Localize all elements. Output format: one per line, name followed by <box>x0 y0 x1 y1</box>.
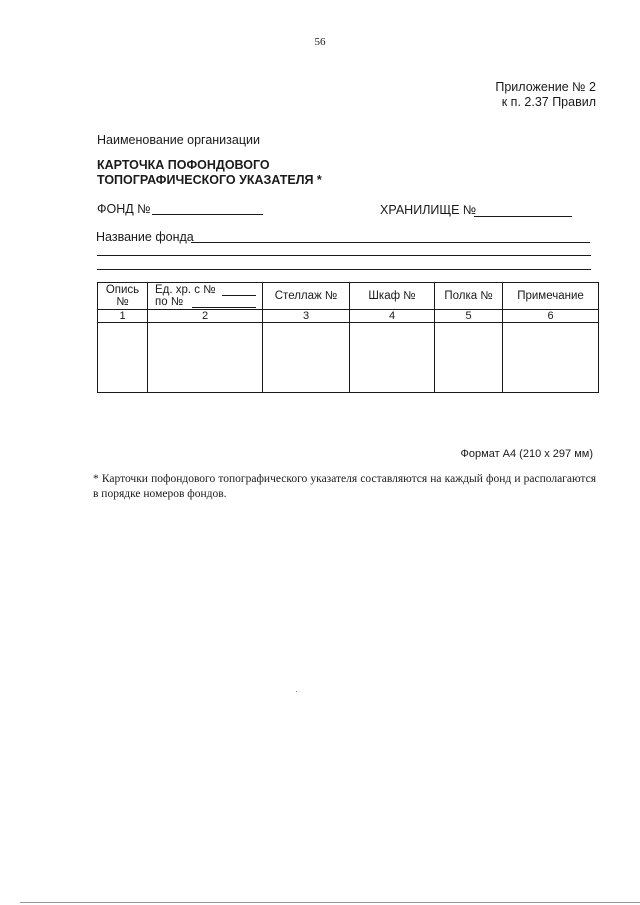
table-empty-row <box>98 323 599 393</box>
column-number: 3 <box>263 310 350 323</box>
header-inventory <box>98 283 148 310</box>
header-storage-units <box>148 283 263 310</box>
column-number: 1 <box>98 310 148 323</box>
fond-number-blank <box>152 214 263 215</box>
appendix-line-2: к п. 2.37 Правил <box>501 95 596 109</box>
header-rack: Стеллаж № <box>263 283 350 310</box>
appendix-line-1: Приложение № 2 <box>495 80 596 94</box>
empty-cell <box>435 323 503 393</box>
column-number: 4 <box>350 310 435 323</box>
header-cabinet: Шкаф № <box>350 283 435 310</box>
bottom-edge-line <box>20 902 640 903</box>
organization-label: Наименование организации <box>97 133 260 147</box>
header-inventory-line-2: № <box>116 296 129 308</box>
empty-cell <box>503 323 599 393</box>
fund-title-blank-3 <box>97 269 591 270</box>
column-number: 5 <box>435 310 503 323</box>
column-number: 6 <box>503 310 599 323</box>
card-title-line-2: ТОПОГРАФИЧЕСКОГО УКАЗАТЕЛЯ * <box>97 173 322 187</box>
column-number-row <box>98 310 599 323</box>
page-number: 56 <box>314 36 326 48</box>
empty-cell <box>263 323 350 393</box>
header-shelf: Полка № <box>435 283 503 310</box>
column-number: 2 <box>148 310 263 323</box>
card-title-line-1: КАРТОЧКА ПОФОНДОВОГО <box>97 158 270 172</box>
fund-title-blank-2 <box>97 255 591 256</box>
storage-number-label: ХРАНИЛИЩЕ № <box>380 203 477 217</box>
fund-title-blank-1 <box>191 242 590 243</box>
appendix-reference <box>495 80 596 110</box>
footnote: * Карточки пофондового топографического указателя составляются на каждый фонд и располагаются в порядке номеров фондов. <box>93 473 596 500</box>
fond-number-label: ФОНД № <box>97 202 151 216</box>
storage-number-blank <box>474 216 572 217</box>
empty-cell <box>98 323 148 393</box>
card-title <box>97 158 322 188</box>
format-note: Формат А4 (210 х 297 мм) <box>460 448 593 460</box>
empty-cell <box>148 323 263 393</box>
header-note: Примечание <box>503 283 599 310</box>
header-units-to: по № <box>155 296 184 308</box>
header-units-from-blank <box>222 295 256 296</box>
table-header-row <box>98 283 599 310</box>
header-units-from: Ед. хр. с № <box>155 284 216 296</box>
scan-speck <box>296 691 297 692</box>
topographic-table <box>97 282 599 393</box>
header-units-to-blank <box>192 307 256 308</box>
header-inventory-line-1: Опись <box>105 284 140 296</box>
empty-cell <box>350 323 435 393</box>
fund-title-label: Название фонда <box>96 230 194 244</box>
